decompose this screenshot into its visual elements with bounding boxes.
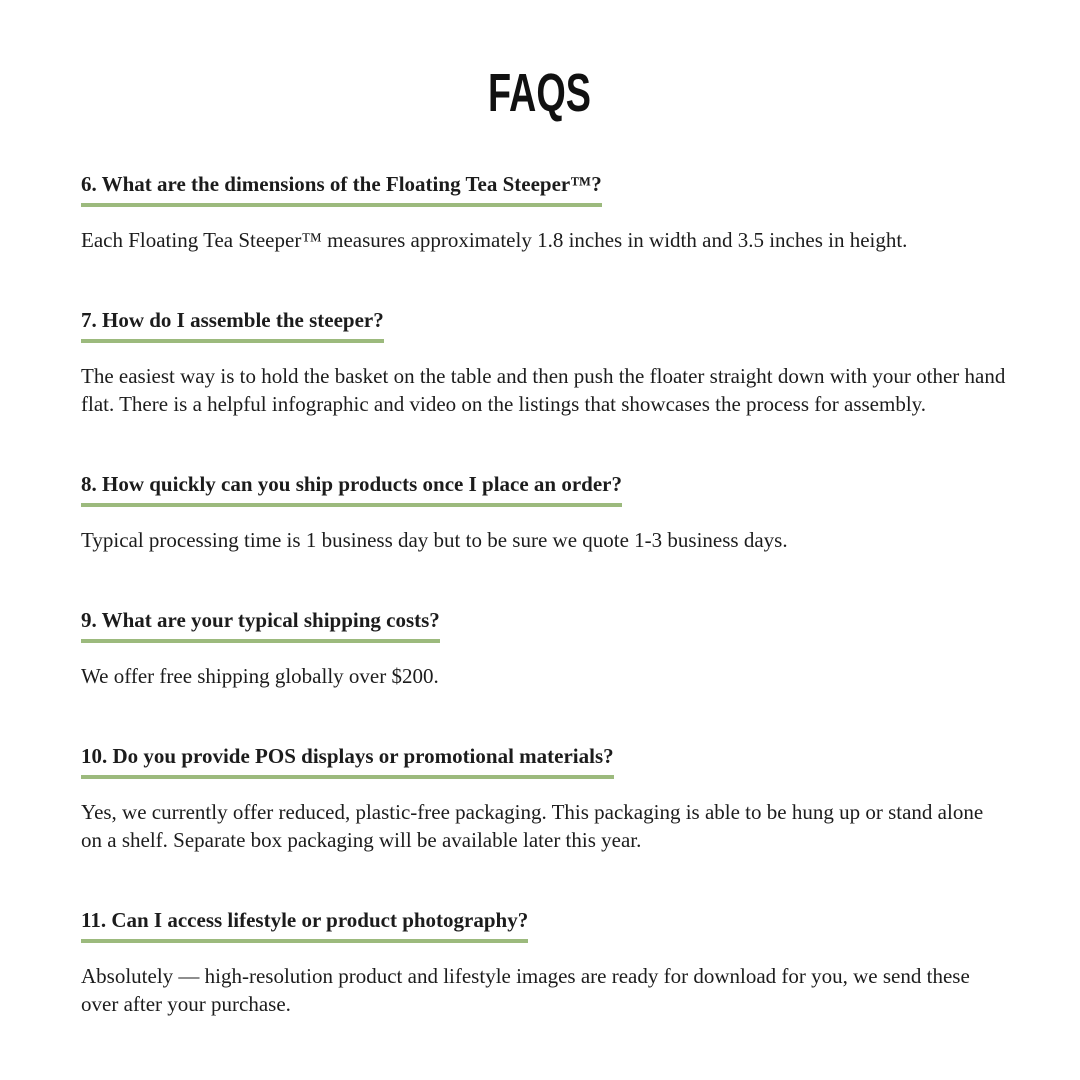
faq-question: 9. What are your typical shipping costs? (81, 608, 440, 643)
page-title-text: FAQS (488, 63, 592, 123)
faq-item (81, 908, 1007, 1018)
faq-item (81, 608, 1007, 690)
faq-item (81, 308, 1007, 418)
faq-answer: Yes, we currently offer reduced, plastic-free packaging. This packaging is able to be hung up or stand alone on a shelf. Separate box packaging will be available later this year. (81, 800, 984, 852)
faq-question: 11. Can I access lifestyle or product photography? (81, 908, 528, 943)
faq-answer: Typical processing time is 1 business day but to be sure we quote 1-3 business days. (81, 528, 788, 552)
faq-answer: Absolutely — high-resolution product and lifestyle images are ready for download for you, we send these over after your purchase. (81, 964, 970, 1016)
faq-question: 7. How do I assemble the steeper? (81, 308, 384, 343)
faq-answer: We offer free shipping globally over $200. (81, 664, 439, 688)
page-title (0, 0, 1080, 128)
faq-item (81, 172, 1007, 254)
faq-item (81, 472, 1007, 554)
faq-list (81, 172, 1007, 1072)
faq-answer: The easiest way is to hold the basket on the table and then push the floater straight down with your other hand flat. There is a helpful infographic and video on the listings that showcases the process for assembly. (81, 364, 1006, 416)
faq-answer: Each Floating Tea Steeper™ measures approximately 1.8 inches in width and 3.5 inches in height. (81, 228, 908, 252)
faq-question: 10. Do you provide POS displays or promotional materials? (81, 744, 614, 779)
faq-item (81, 744, 1007, 854)
faq-question: 8. How quickly can you ship products once I place an order? (81, 472, 622, 507)
faq-question: 6. What are the dimensions of the Floating Tea Steeper™? (81, 172, 602, 207)
